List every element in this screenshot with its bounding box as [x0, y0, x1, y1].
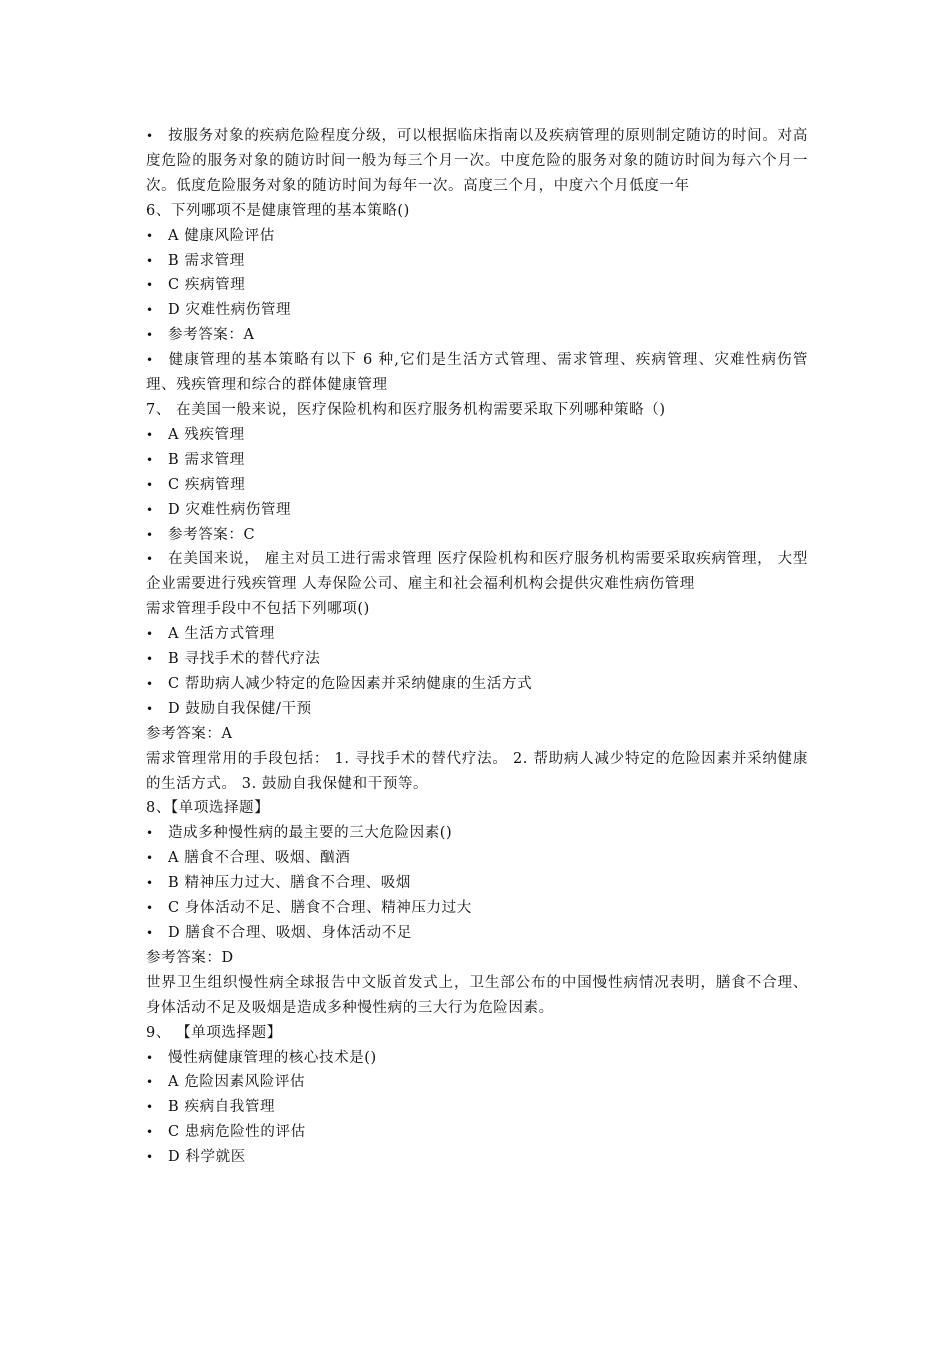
bullet-icon: •	[146, 652, 154, 667]
bullet-text: A 生活方式管理	[168, 626, 275, 643]
bullet-icon: •	[146, 1075, 154, 1090]
bullet-text: C 身体活动不足、膳食不合理、精神压力过大	[168, 900, 472, 917]
bullet-icon: •	[146, 701, 154, 716]
bullet-icon: •	[146, 1150, 154, 1165]
bullet-text: A 健康风险评估	[168, 227, 275, 244]
bullet-item	[146, 224, 808, 249]
text-line: 参考答案：A	[146, 725, 233, 742]
bullet-text: C 患病危险性的评估	[168, 1124, 306, 1141]
bullet-item	[146, 1070, 808, 1095]
bullet-text: D 科学就医	[168, 1149, 246, 1166]
bullet-icon: •	[146, 527, 154, 542]
paragraph: 世界卫生组织慢性病全球报告中文版首发式上，卫生部公布的中国慢性病情况表明，膳食不合理、身体活动不足及吸烟是造成多种慢性病的三大行为危险因素。	[146, 974, 808, 1016]
bullet-icon: •	[146, 228, 154, 243]
bullet-paragraph	[146, 124, 808, 199]
bullet-text: B 需求管理	[168, 451, 245, 468]
bullet-item	[146, 423, 808, 448]
bullet-item	[146, 697, 808, 722]
bullet-item	[146, 1145, 808, 1170]
bullet-item	[146, 846, 808, 871]
bullet-text: 慢性病健康管理的核心技术是()	[168, 1049, 377, 1066]
text-line: 参考答案：D	[146, 949, 234, 966]
bullet-icon: •	[146, 502, 154, 517]
bullet-item	[146, 622, 808, 647]
bullet-item	[146, 871, 808, 896]
bullet-item	[146, 1120, 808, 1145]
bullet-paragraph	[146, 547, 808, 597]
bullet-item	[146, 672, 808, 697]
bullet-icon: •	[146, 851, 154, 866]
bullet-text: D 灾难性病伤管理	[168, 501, 292, 518]
bullet-icon: •	[146, 552, 154, 567]
bullet-item	[146, 249, 808, 274]
bullet-icon: •	[146, 278, 154, 293]
bullet-text: C 疾病管理	[168, 476, 246, 493]
bullet-icon: •	[146, 926, 154, 940]
paragraph: 需求管理常用的手段包括： 1. 寻找手术的替代疗法。 2. 帮助病人减少特定的危险因素并采纳健康的生活方式。 3. 鼓励自我保健和干预等。	[146, 750, 808, 792]
bullet-icon: •	[146, 676, 154, 691]
bullet-text: 参考答案：C	[168, 526, 256, 543]
text-line: 7、 在美国一般来说，医疗保险机构和医疗服务机构需要采取下列哪种策略（)	[146, 401, 666, 418]
bullet-text: D 鼓励自我保健/干预	[168, 700, 312, 717]
text-line: 6、下列哪项不是健康管理的基本策略()	[146, 202, 410, 219]
text-line: 9、 【单项选择题】	[146, 1024, 282, 1041]
bullet-icon: •	[146, 328, 154, 343]
bullet-icon: •	[146, 353, 154, 368]
bullet-item	[146, 523, 808, 548]
bullet-icon: •	[146, 452, 154, 467]
bullet-icon: •	[146, 1125, 154, 1140]
bullet-text: C 帮助病人减少特定的危险因素并采纳健康的生活方式	[168, 675, 533, 692]
bullet-icon: •	[146, 1100, 154, 1115]
text-line: 8、【单项选择题】	[146, 800, 270, 817]
bullet-text: B 需求管理	[168, 252, 245, 269]
bullet-text: 按服务对象的疾病危险程度分级，可以根据临床指南以及疾病管理的原则制定随访的时间。对高度危险的服务对象的随访时间一般为每三个月一次。中度危险的服务对象的随访时间为每六个月一 次。低度危险服务对象的随访时间为每年一次。高度三个月，中度六个月低度一年	[146, 128, 808, 194]
bullet-text: A 膳食不合理、吸烟、酗酒	[168, 850, 351, 867]
bullet-text: 参考答案：A	[168, 327, 255, 344]
bullet-icon: •	[146, 303, 154, 318]
bullet-item	[146, 896, 808, 921]
bullet-item	[146, 498, 808, 523]
bullet-item	[146, 323, 808, 348]
bullet-paragraph	[146, 348, 808, 398]
bullet-icon: •	[146, 477, 154, 492]
bullet-text: B 疾病自我管理	[168, 1099, 276, 1116]
bullet-icon: •	[146, 427, 154, 442]
bullet-icon: •	[146, 876, 154, 891]
bullet-item	[146, 1095, 808, 1120]
bullet-text: D 膳食不合理、吸烟、身体活动不足	[168, 925, 412, 941]
bullet-text: B 精神压力过大、膳食不合理、吸烟	[168, 875, 411, 892]
text-line: 需求管理手段中不包括下列哪项()	[146, 601, 370, 618]
bullet-text: 造成多种慢性病的最主要的三大危险因素()	[168, 825, 453, 842]
bullet-icon: •	[146, 253, 154, 268]
bullet-icon: •	[146, 1050, 154, 1065]
bullet-item	[146, 448, 808, 473]
bullet-item	[146, 1046, 808, 1071]
bullet-text: 在美国来说， 雇主对员工进行需求管理 医疗保险机构和医疗服务机构需要采取疾病管理， 大型企业需要进行残疾管理 人寿保险公司、雇主和社会福利机构会提供灾难性病伤管理	[146, 551, 808, 593]
bullet-item	[146, 921, 808, 946]
bullet-item	[146, 473, 808, 498]
bullet-item	[146, 647, 808, 672]
bullet-icon: •	[146, 129, 154, 143]
bullet-text: 健康管理的基本策略有以下 6 种,它们是生活方式管理、需求管理、疾病管理、灾难性病伤管理、残疾管理和综合的群体健康管理	[146, 352, 808, 394]
bullet-text: A 危险因素风险评估	[168, 1074, 306, 1091]
bullet-text: C 疾病管理	[168, 277, 246, 294]
bullet-text: B 寻找手术的替代疗法	[168, 651, 321, 668]
bullet-item	[146, 273, 808, 298]
bullet-icon: •	[146, 627, 154, 642]
bullet-item	[146, 821, 808, 846]
bullet-item	[146, 298, 808, 323]
bullet-text: A 残疾管理	[168, 426, 245, 443]
document-body	[146, 124, 808, 1170]
bullet-icon: •	[146, 901, 154, 916]
bullet-icon: •	[146, 826, 154, 841]
bullet-text: D 灾难性病伤管理	[168, 302, 292, 319]
